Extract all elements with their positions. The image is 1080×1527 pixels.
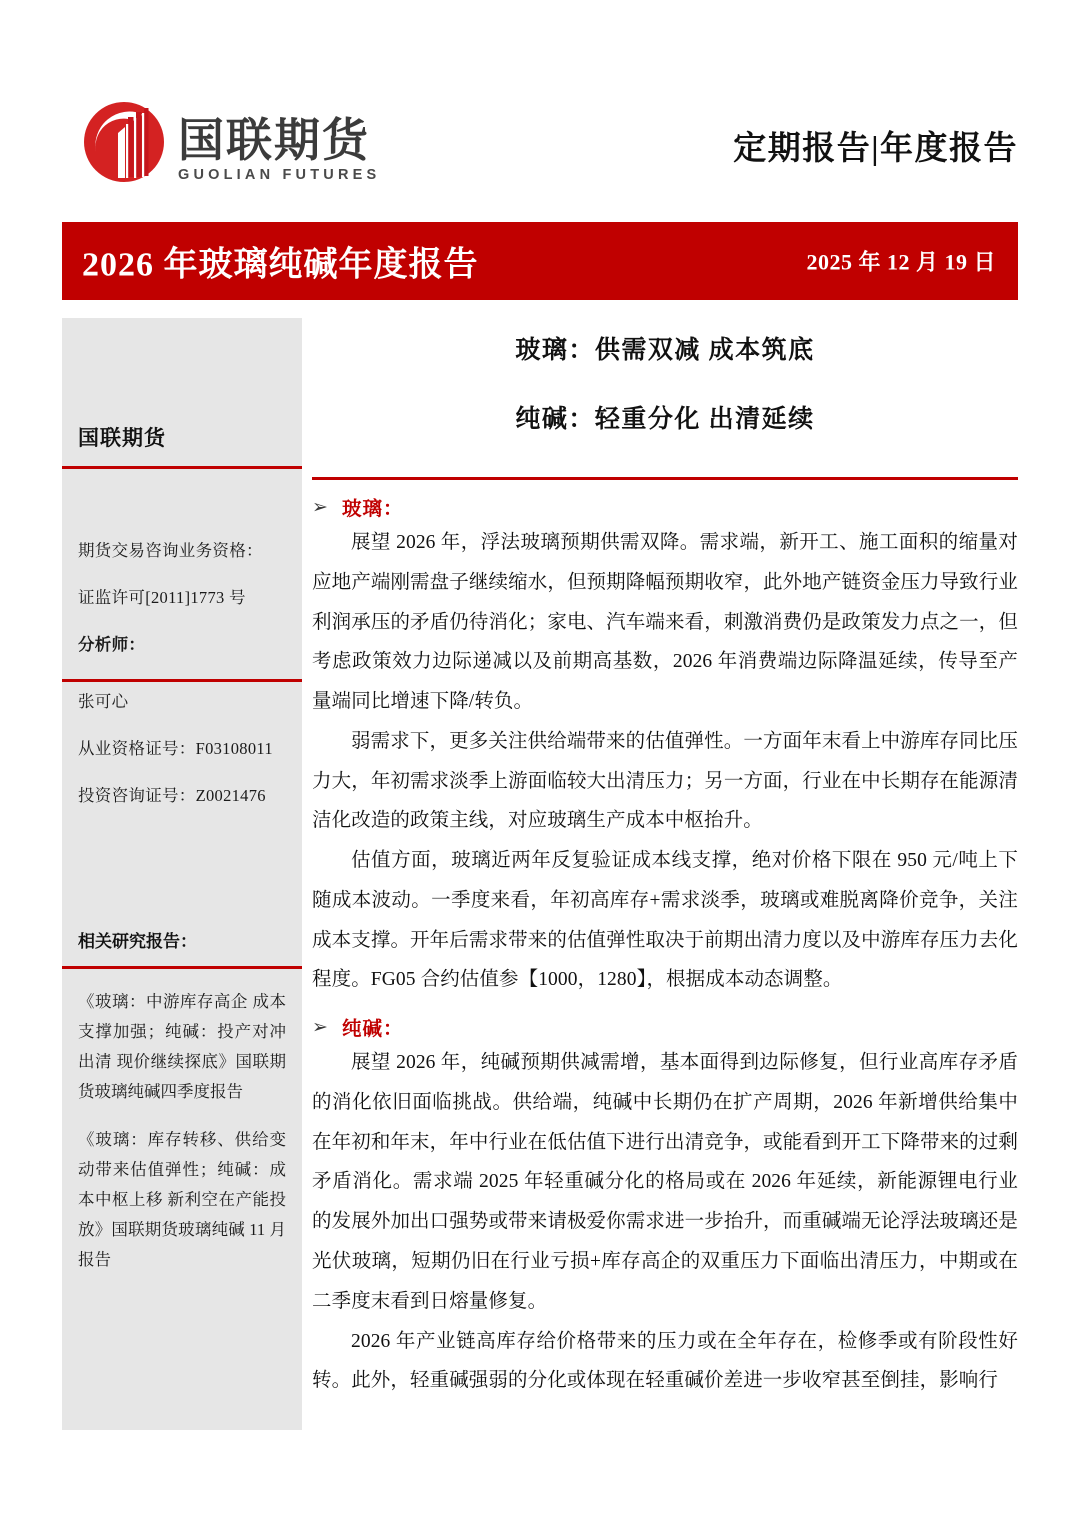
paragraph: 2026 年产业链高库存给价格带来的压力或在全年存在，检修季或有阶段性好转。此外，轻重碱强弱的分化或体现在轻重碱价差进一步收窄甚至倒挂，影响行 bbox=[312, 1330, 1018, 1392]
report-type-label: 定期报告|年度报告 bbox=[733, 131, 1018, 167]
practice-certificate: 从业资格证号：F03108011 bbox=[78, 739, 273, 758]
sidebar-spacer-2 bbox=[78, 682, 286, 690]
subtitle-glass: 玻璃：供需双减 成本筑底 bbox=[515, 337, 815, 364]
sidebar bbox=[62, 318, 302, 1430]
analyst-label: 分析师： bbox=[78, 634, 146, 654]
report-date: 2025 年 12 月 19 日 bbox=[806, 249, 996, 275]
related-report-item[interactable]: 《玻璃：库存转移、供给变动带来估值弹性；纯碱：成本中枢上移 新利空在产能投放》国联期货玻璃纯碱 11 月报告 bbox=[78, 1129, 286, 1269]
arrow-bullet-icon: ➢ bbox=[312, 495, 328, 518]
report-title: 2026 年玻璃纯碱年度报告 bbox=[82, 246, 479, 284]
logo-english-name: GUOLIAN FUTURES bbox=[178, 166, 381, 183]
paragraph: 估值方面，玻璃近两年反复验证成本线支撑，绝对价格下限在 950 元/吨上下随成本波动。一季度来看，年初高库存+需求淡季，玻璃或难脱离降价竞争，关注成本支撑。开年后需求带来的估值弹性取决于前期出清力度以及中游库存压力去化程度。FG05 合约估值参【1000，1280】，根据成本动态调整。 bbox=[312, 850, 1018, 991]
content-divider bbox=[312, 477, 1018, 480]
sidebar-divider-3 bbox=[62, 966, 302, 969]
related-report-item[interactable]: 《玻璃：中游库存高企 成本支撑加强；纯碱：投产对冲出清 现价继续探底》国联期货玻璃纯碱四季度报告 bbox=[78, 991, 286, 1101]
logo-chinese-name: 国联期货 bbox=[178, 113, 370, 166]
logo-wordmark bbox=[178, 113, 381, 185]
company-logo bbox=[82, 100, 380, 184]
sidebar-spacer-1 bbox=[78, 469, 286, 539]
section-title-glass: 玻璃： bbox=[342, 499, 404, 520]
sidebar-brand: 国联期货 bbox=[78, 427, 166, 450]
paragraph: 弱需求下，更多关注供给端带来的估值弹性。一方面年末看上中游库存同比压力大，年初需求淡季上游面临较大出清压力；另一方面，行业在中长期存在能源清洁化改造的政策主线，对应玻璃生产成本中枢抬升。 bbox=[312, 730, 1018, 832]
section-header-glass bbox=[312, 493, 1018, 521]
guolian-logo-icon bbox=[82, 100, 166, 184]
page-header bbox=[0, 0, 1080, 215]
qualification-label: 期货交易咨询业务资格： bbox=[78, 541, 263, 560]
section-title-soda-ash: 纯碱： bbox=[342, 1019, 404, 1041]
related-reports-label: 相关研究报告： bbox=[78, 931, 197, 951]
consulting-certificate: 投资咨询证号：Z0021476 bbox=[78, 785, 266, 805]
title-banner bbox=[62, 222, 1018, 300]
license-number: 证监许可[2011]1773 号 bbox=[78, 587, 246, 607]
subtitle-soda-ash: 纯碱：轻重分化 出清延续 bbox=[515, 406, 815, 433]
paragraph: 展望 2026 年，浮法玻璃预期供需双降。需求端，新开工、施工面积的缩量对应地产端刚需盘子继续缩水，但预期降幅预期收窄，此外地产链资金压力导致行业利润承压的矛盾仍待消化；家电、汽车端来看，刺激消费仍是政策发力点之一，但考虑政策效力边际递减以及前期高基数，2026 年消费端边际降温延续，传导至产量端同比增速下降/转负。 bbox=[312, 532, 1018, 713]
paragraph: 展望 2026 年，纯碱预期供减需增，基本面得到边际修复，但行业高库存矛盾的消化依旧面临挑战。供给端，纯碱中长期仍在扩产周期，2026 年新增供给集中在年初和年末，年中行业在低估值下进行出清竞争，或能看到开工下降带来的过剩矛盾消化。需求端 2025 年轻重碱分化的格局或在 2026 年延续，新能源锂电行业的发展外加出口强势或带来请极爱你需求进一步抬升，而重碱端无论浮法玻璃还是光伏玻璃，短期仍旧在行业亏损+库存高企的双重压力下面临出清压力，中期或在二季度末看到日熔量修复。 bbox=[312, 1052, 1018, 1312]
main-content bbox=[312, 318, 1018, 1401]
analyst-name: 张可心 bbox=[78, 692, 129, 712]
section-header-soda-ash bbox=[312, 1013, 1018, 1041]
sidebar-spacer-3 bbox=[78, 831, 286, 927]
arrow-bullet-icon: ➢ bbox=[312, 1015, 328, 1038]
